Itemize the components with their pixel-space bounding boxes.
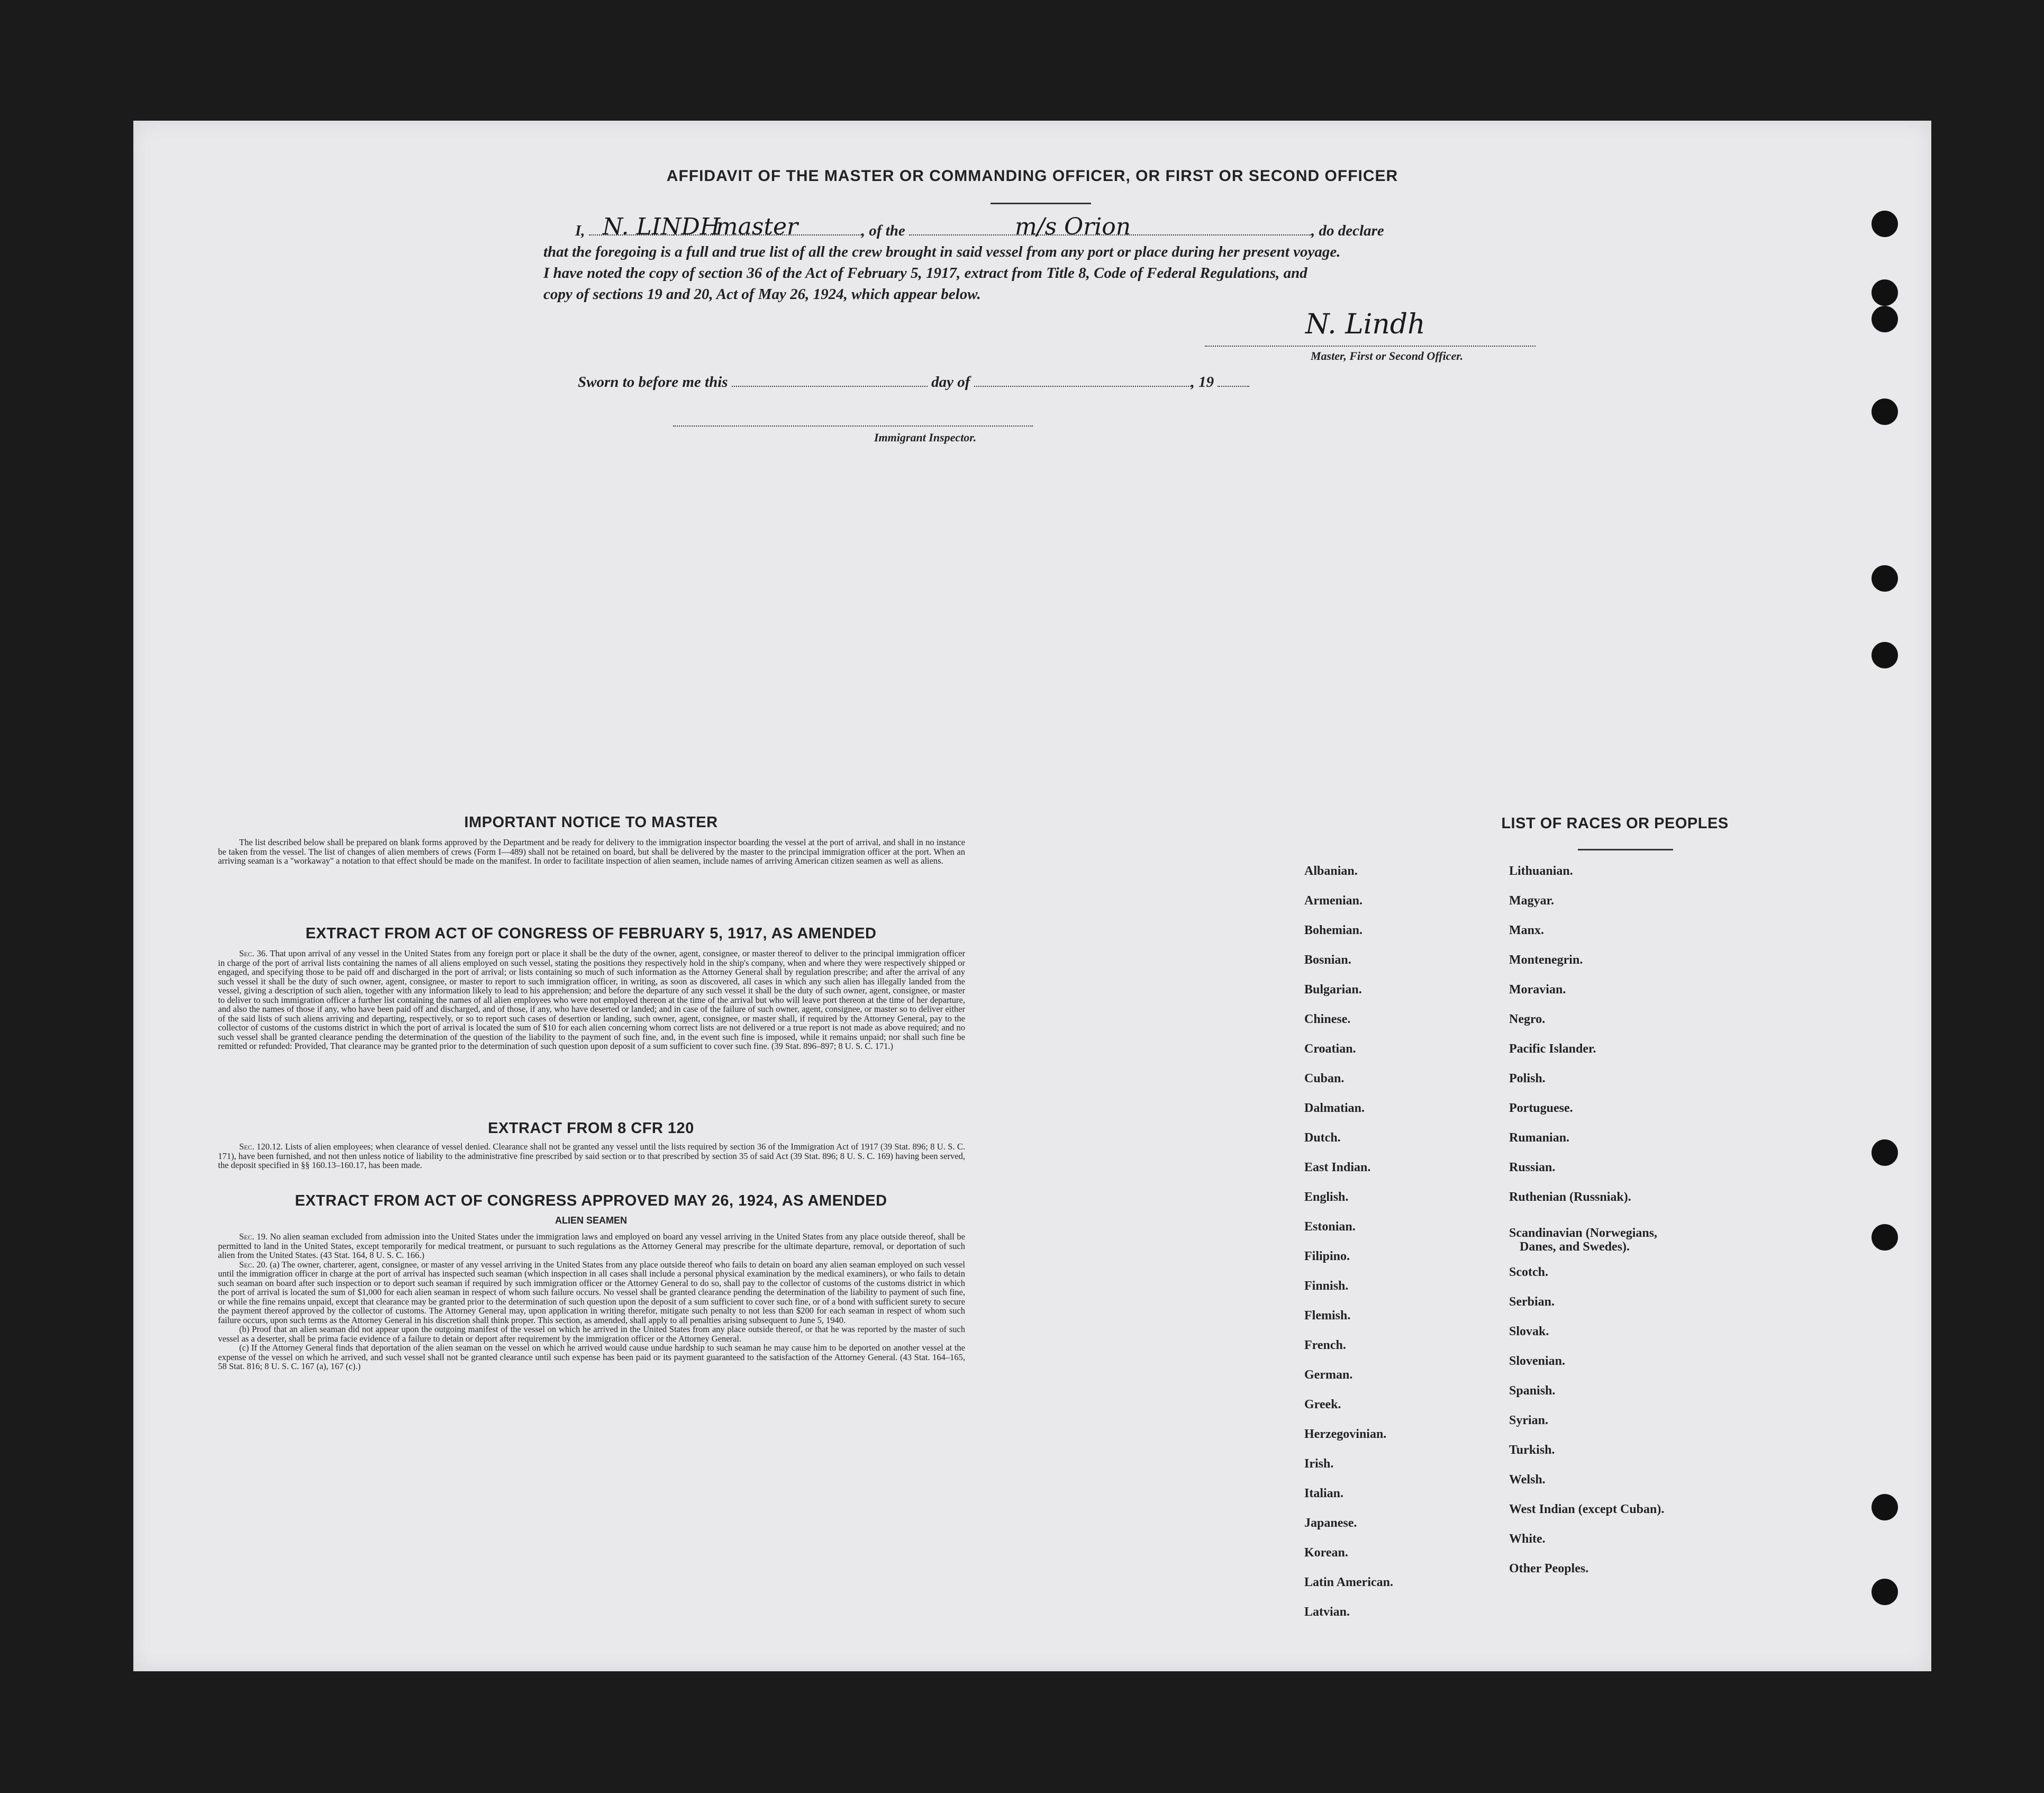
race-entry: Herzegovinian. bbox=[1304, 1427, 1387, 1441]
declaration-line-1 bbox=[575, 213, 1676, 240]
race-entry: Irish. bbox=[1304, 1457, 1334, 1471]
title-rule bbox=[991, 203, 1091, 204]
sworn-day-field bbox=[732, 386, 928, 387]
race-entry: Russian. bbox=[1509, 1161, 1556, 1174]
sworn-label: Sworn to before me this bbox=[578, 374, 728, 391]
sec-19-label: Sec. 19. bbox=[239, 1231, 268, 1242]
race-entry: Filipino. bbox=[1304, 1249, 1350, 1263]
binder-hole bbox=[1872, 1494, 1898, 1520]
race-entry: Moravian. bbox=[1509, 983, 1566, 997]
sec-120-label: Sec. 120.12. bbox=[239, 1142, 283, 1152]
race-entry: Greek. bbox=[1304, 1398, 1341, 1411]
race-entry: Syrian. bbox=[1509, 1414, 1549, 1427]
race-entry: Manx. bbox=[1509, 923, 1544, 937]
race-entry: Bohemian. bbox=[1304, 923, 1363, 937]
races-title: LIST OF RACES OR PEOPLES bbox=[1501, 815, 1729, 832]
race-entry: Serbian. bbox=[1509, 1295, 1555, 1309]
race-entry: Ruthenian (Russniak). bbox=[1509, 1190, 1631, 1204]
race-entry: Slovenian. bbox=[1509, 1354, 1566, 1368]
handwritten-name: N. LINDH bbox=[602, 213, 721, 240]
race-entry: Portuguese. bbox=[1509, 1101, 1573, 1115]
race-entry: Chinese. bbox=[1304, 1012, 1351, 1026]
notice-body bbox=[218, 838, 965, 866]
notice-title: IMPORTANT NOTICE TO MASTER bbox=[464, 814, 718, 831]
sec-20c-text: (c) If the Attorney General finds that deportation of the alien seaman on the vessel on which he arrived would cause undue hardship to such seaman he may cause him to be deported on another vessel at the expense of the vessel on which he arrived, and such vessel shall not be granted clearance until such expense has been paid or its payment guaranteed to the satisfaction of the Attorney General. (43 Stat. 164–165, 58 Stat. 816; 8 U. S. C. 167 (a), 167 (c).) bbox=[218, 1343, 965, 1371]
binder-hole bbox=[1872, 399, 1898, 425]
sec-20-label: Sec. 20. bbox=[239, 1259, 268, 1270]
race-entry: Armenian. bbox=[1304, 894, 1362, 908]
race-entry: Magyar. bbox=[1509, 894, 1555, 908]
races-right-column bbox=[1509, 864, 1731, 1591]
extract-1924-body bbox=[218, 1232, 965, 1371]
extract-cfr-body bbox=[218, 1142, 965, 1170]
race-entry: Scandinavian (Norwegians, bbox=[1509, 1226, 1658, 1240]
race-entry: Slovak. bbox=[1509, 1325, 1549, 1338]
signature-caption: Master, First or Second Officer. bbox=[1311, 349, 1464, 363]
race-entry: Welsh. bbox=[1509, 1473, 1546, 1487]
race-entry: Bulgarian. bbox=[1304, 983, 1362, 997]
rank-field bbox=[674, 213, 861, 240]
race-entry: Spanish. bbox=[1509, 1384, 1556, 1398]
affidavit-title: AFFIDAVIT OF THE MASTER OR COMMANDING OFFICER, OR FIRST OR SECOND OFFICER bbox=[666, 167, 1398, 185]
race-entry: Korean. bbox=[1304, 1546, 1348, 1560]
extract-1917-title: EXTRACT FROM ACT OF CONGRESS OF FEBRUARY 5, 1917, AS AMENDED bbox=[305, 925, 877, 942]
race-entry: German. bbox=[1304, 1368, 1353, 1382]
race-entry: East Indian. bbox=[1304, 1161, 1371, 1174]
race-entry: Finnish. bbox=[1304, 1279, 1349, 1293]
document-sheet bbox=[133, 121, 1931, 1671]
binder-hole bbox=[1872, 211, 1898, 237]
of-the-label: , of the bbox=[861, 222, 905, 239]
race-entry: West Indian (except Cuban). bbox=[1509, 1502, 1665, 1516]
race-entry: Albanian. bbox=[1304, 864, 1358, 878]
alien-seamen-subtitle: ALIEN SEAMEN bbox=[555, 1215, 627, 1226]
signature-line bbox=[1205, 346, 1536, 347]
binder-hole bbox=[1872, 1579, 1898, 1605]
binder-hole bbox=[1872, 279, 1898, 306]
declaration-I: I, bbox=[575, 222, 585, 239]
race-entry: Flemish. bbox=[1304, 1309, 1351, 1323]
binder-hole bbox=[1872, 1139, 1898, 1166]
binder-hole bbox=[1872, 565, 1898, 592]
sworn-month-field bbox=[974, 386, 1191, 387]
handwritten-rank: master bbox=[715, 213, 798, 240]
binder-hole bbox=[1872, 306, 1898, 332]
sworn-year-field bbox=[1218, 386, 1249, 387]
declaration-line-2: that the foregoing is a full and true list of all the crew brought in said vessel from any port or place during her present voyage. bbox=[543, 243, 1341, 260]
sec-20a-text: (a) The owner, charterer, agent, consignee, or master of any vessel arriving in the United States from any place outside thereof who fails to detain on board any alien seaman employed on such vessel until the immigration officer in charge at the port of arrival has inspected such seaman (which inspection in all cases shall include a personal physical examination by the medical examiners), or who fails to detain such seaman on board after such inspection or to deport such seaman if required by such immigration officer or the Attorney General to do so, shall pay to the collector of customs of the customs district in which the port of arrival is located the sum of $1,000 for each alien seaman in respect of whom such failure occurs. No vessel shall be granted clearance pending the determination of the liability to payment of such fine, or while the fine remains unpaid, except that clearance may be granted prior to the determination of such question upon the deposit of a sum sufficient to cover such fine, or of a bond with sufficient surety to secure the payment thereof approved by the collector of customs. The Attorney General may, upon application in writing therefor, mitigate such penalty to not less than $200 for each seaman in respect of whom such failure occurs, upon such terms as the Attorney General in his discretion shall think proper. This section, as amended, shall apply to all penalties arising subsequent to June 5, 1940. bbox=[218, 1259, 966, 1325]
name-field bbox=[589, 213, 721, 240]
race-entry: Latin American. bbox=[1304, 1575, 1393, 1589]
race-entry: French. bbox=[1304, 1338, 1346, 1352]
declaration-line-4: copy of sections 19 and 20, Act of May 26, 1924, which appear below. bbox=[543, 286, 981, 303]
handwritten-signature: N. Lindh bbox=[1305, 309, 1425, 340]
sec-20b-text: (b) Proof that an alien seaman did not appear upon the outgoing manifest of the vessel on which he arrived in the United States from any place outside thereof, or that he was reported by the master of such vessel as a deserter, shall be prima facie evidence of a failure to detain or deport after requirement by the immigration officer or the Attorney General. bbox=[218, 1324, 965, 1344]
do-declare-label: , do declare bbox=[1311, 222, 1384, 239]
extract-1917-body bbox=[218, 949, 965, 1051]
inspector-line bbox=[673, 425, 1033, 427]
sec-19-text: No alien seaman excluded from admission into the United States under the immigration laws and employed on board any vessel arriving in the United States from any place outside thereof, shall be permitted to land in the United States, except temporarily for medical treatment, or pursuant to such regulations as the Attorney General may prescribe for the ultimate departure, removal, or deportation of such alien from the United States. (43 Stat. 164, 8 U. S. C. 166.) bbox=[218, 1231, 965, 1260]
day-of-label: day of bbox=[931, 374, 970, 391]
extract-1924-title: EXTRACT FROM ACT OF CONGRESS APPROVED MAY 26, 1924, AS AMENDED bbox=[295, 1192, 887, 1209]
year-label: , 19 bbox=[1191, 374, 1214, 391]
race-entry: English. bbox=[1304, 1190, 1349, 1204]
extract-cfr-title: EXTRACT FROM 8 CFR 120 bbox=[488, 1120, 694, 1137]
race-entry: Japanese. bbox=[1304, 1516, 1357, 1530]
races-left-column bbox=[1304, 864, 1495, 1635]
race-entry: Dutch. bbox=[1304, 1131, 1341, 1145]
race-entry: Polish. bbox=[1509, 1072, 1546, 1085]
race-entry: Pacific Islander. bbox=[1509, 1042, 1596, 1056]
race-entry: White. bbox=[1509, 1532, 1546, 1546]
race-entry: Bosnian. bbox=[1304, 953, 1351, 967]
sworn-line bbox=[578, 374, 1249, 391]
race-entry: Estonian. bbox=[1304, 1220, 1356, 1234]
race-entry: Rumanian. bbox=[1509, 1131, 1570, 1145]
race-entry: Cuban. bbox=[1304, 1072, 1345, 1085]
race-entry: Dalmatian. bbox=[1304, 1101, 1365, 1115]
binder-hole bbox=[1872, 642, 1898, 668]
sec-36-label: Sec. 36. bbox=[239, 948, 268, 958]
binder-hole bbox=[1872, 1224, 1898, 1251]
race-entry: Lithuanian. bbox=[1509, 864, 1573, 878]
race-entry: Turkish. bbox=[1509, 1443, 1555, 1457]
race-entry: Other Peoples. bbox=[1509, 1562, 1589, 1575]
sec-36-text: That upon arrival of any vessel in the United States from any foreign port or place it shall be the duty of the owner, agent, consignee, or master thereof to deliver to the principal immigration officer in charge of the port of arrival lists containing the names of all aliens employed on such vessel, stating the positions they respectively hold in the ship's company, when and where they were respectively shipped or engaged, and specifying those to be paid off and discharged in the port of arrival; or lists containing so much of such information as the Attorney General shall by regulation prescribe; and after the arrival of any such vessel it shall be the duty of such owner, agent, consignee, or master to report to such immigration officer, in writing, as soon as discovered, all cases in which any such alien has illegally landed from the vessel, giving a description of such alien, together with any information likely to lead to his apprehension; and before the departure of any such vessel it shall be the duty of such owner, agent, consignee, or master to deliver to such immigration officer a further list containing the names of all alien employees who were not employed thereon at the time of the arrival but who will leave port thereon at the time of her departure, and also the names of those if any, who have been paid off and discharged, and of those, if any, who have deserted or landed; and in case of the failure of such owner, agent, consignee, or master so to deliver either of the said lists of such aliens arriving and departing, respectively, or so to report such cases of desertion or landing, such owner, agent, consignee, or master shall, if required by the Attorney General, pay to the collector of customs of the customs district in which the port of arrival is located the sum of $10 for each alien concerning whom correct lists are not delivered or a true report is not made as above required; and no such vessel shall be granted clearance pending the determination of the question of the liability to the payment of such fine, and, in the event such fine is imposed, while it remains unpaid; nor shall such fine be remitted or refunded: Provided, That clearance may be granted prior to the determination of such question upon deposit of a sum sufficient to cover such fine. (39 Stat. 896–897; 8 U. S. C. 171.) bbox=[218, 948, 966, 1051]
race-entry: Danes, and Swedes). bbox=[1520, 1240, 1630, 1254]
race-entry: Latvian. bbox=[1304, 1605, 1350, 1619]
race-entry: Montenegrin. bbox=[1509, 953, 1583, 967]
inspector-caption: Immigrant Inspector. bbox=[874, 431, 977, 444]
race-entry: Croatian. bbox=[1304, 1042, 1356, 1056]
notice-paragraph: The list described below shall be prepared on blank forms approved by the Department and be ready for delivery to the immigration inspector boarding the vessel at the port of arrival, and shall in no instance be taken from the vessel. The list of changes of alien members of crews (Form I—489) shall not be retained on board, but shall be delivered by the master to the principal immigration officer at the port. When an arriving seaman is a "workaway" a notation to that effect should be made on the manifest. In order to facilitate inspection of alien seamen, include names of arriving American citizen seamen as well as aliens. bbox=[218, 837, 965, 866]
sec-120-text: Lists of alien employees; when clearance of vessel denied. Clearance shall not be granted any vessel until the lists required by section 36 of the Immigration Act of 1917 (39 Stat. 896; 8 U. S. C. 171), have been furnished, and not then unless notice of liability to the administrative fine prescribed by said section or to that prescribed by section 35 of said Act (39 Stat. 896; 8 U. S. C. 169) having been served, the deposit specified in §§ 160.13–160.17, has been made. bbox=[218, 1142, 966, 1170]
race-entry: Negro. bbox=[1509, 1012, 1546, 1026]
races-title-rule bbox=[1578, 849, 1673, 850]
race-entry: Scotch. bbox=[1509, 1265, 1548, 1279]
race-entry: Italian. bbox=[1304, 1487, 1344, 1500]
handwritten-vessel: m/s Orion bbox=[1015, 213, 1131, 240]
declaration-line-3: I have noted the copy of section 36 of the Act of February 5, 1917, extract from Title 8, Code of Federal Regulations, and bbox=[543, 265, 1307, 282]
vessel-field bbox=[909, 213, 1311, 240]
